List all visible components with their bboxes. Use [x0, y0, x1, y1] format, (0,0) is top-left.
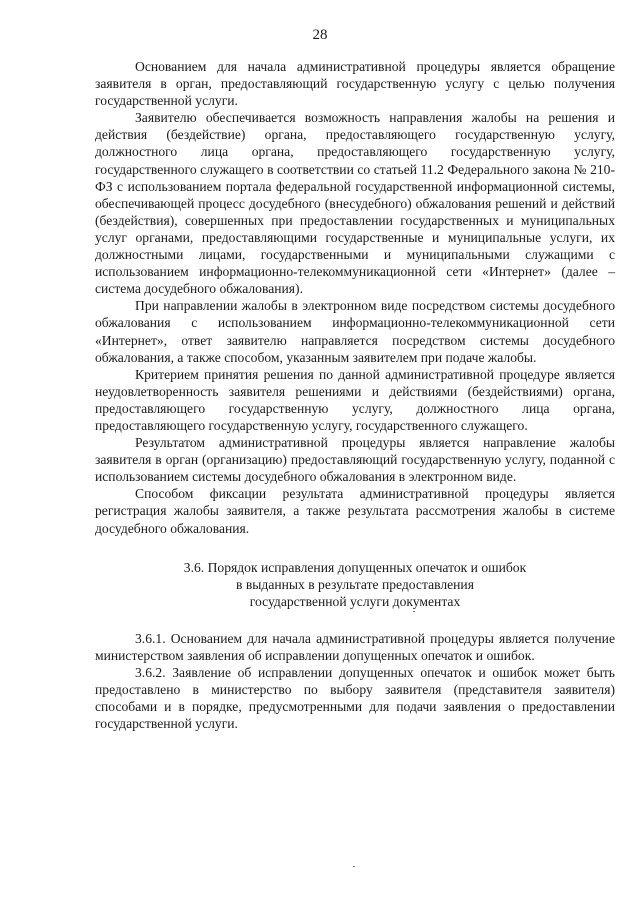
paragraph: Результатом административной процедуры является направление жалобы заявителя в орган (организацию) предоставляющий государственную услугу, поданной с использованием системы досудебного обжалования в электронном виде.	[95, 435, 615, 485]
section-heading-line: 3.6. Порядок исправления допущенных опечаток и ошибок	[183, 559, 527, 575]
document-body	[95, 58, 615, 732]
paragraph: Заявителю обеспечивается возможность направления жалобы на решения и действия (бездействие) органа, предоставляющего государственную услугу, должностного лица органа, предоставляющего государственную услугу, государственного служащего в соответствии со статьей 11.2 Федерального закона № 210-ФЗ с использованием портала федеральной государственной информационной системы, обеспечивающей процесс досудебного (внесудебного) обжалования решений и действий (бездействия), совершенных при предоставлении государственных и муниципальных услуг органами, предоставляющими государственные и муниципальные услуги, их должностными лицами, государственными и муниципальными служащими с использованием информационно-телекоммуникационной сети «Интернет» (далее – система досудебного обжалования).	[95, 110, 615, 297]
section-heading-line: в выданных в результате предоставления	[236, 576, 474, 592]
page-number: 28	[312, 27, 328, 43]
paragraph: 3.6.1. Основанием для начала административной процедуры является получение министерством заявления об исправлении допущенных опечаток и ошибок.	[95, 630, 615, 663]
section-heading	[95, 559, 615, 610]
paragraph: При направлении жалобы в электронном виде посредством системы досудебного обжалования с использованием информационно-телекоммуникационной сети «Интернет», ответ заявителю направляется посредством системы досудебного обжалования, а также способом, указанным заявителем при подаче жалобы.	[95, 298, 615, 365]
scan-speck	[413, 611, 415, 612]
paragraph: Способом фиксации результата административной процедуры является регистрация жалобы заявителя, а также результата рассмотрения жалобы в системе досудебного обжалования.	[95, 486, 615, 536]
paragraph: 3.6.2. Заявление об исправлении допущенных опечаток и ошибок может быть предоставлено в министерство по выбору заявителя (представителя заявителя) способами и в порядке, предусмотренными для подачи заявления о предоставлении государственной услуги.	[95, 665, 615, 732]
scan-speck	[353, 866, 355, 867]
paragraph: Критерием принятия решения по данной административной процедуре является неудовлетворенность заявителя решениями и действиями (бездействиями) органа, предоставляющего государственную услугу, должностного лица органа, предоставляющего государственную услугу, государственного служащего.	[95, 366, 615, 433]
section-heading-line: государственной услуги документах	[249, 593, 461, 609]
paragraph: Основанием для начала административной процедуры является обращение заявителя в орган, предоставляющий государственную услугу с целью получения государственной услуги.	[95, 59, 615, 109]
